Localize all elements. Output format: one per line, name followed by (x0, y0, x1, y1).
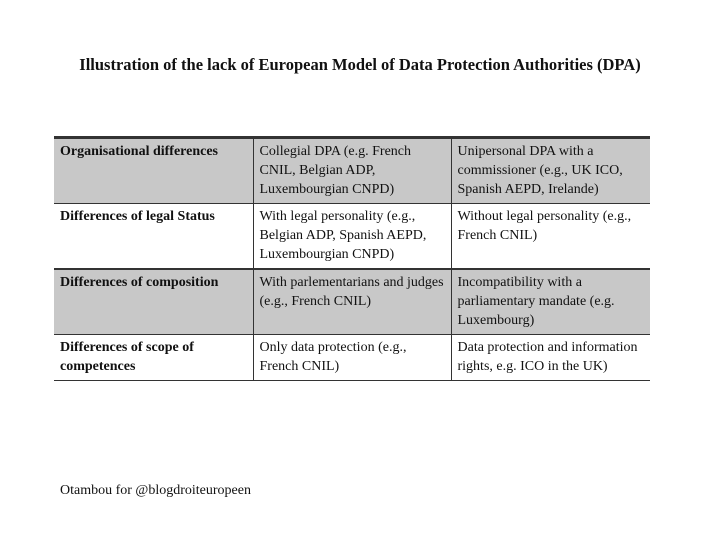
table-cell-right: Incompatibility with a parliamentary mandate (e.g. Luxembourg) (451, 269, 650, 335)
table-cell-left: Only data protection (e.g., French CNIL) (253, 335, 451, 381)
row-heading-cell: Differences of composition (54, 269, 253, 335)
row-heading-cell: Differences of scope of competences (60, 340, 194, 374)
table-cell-left: Collegial DPA (e.g. French CNIL, Belgian ADP, Luxembourgian CNPD) (253, 138, 451, 204)
table-cell-right: Data protection and information rights, e.g. ICO in the UK) (451, 335, 650, 381)
table-cell-right: Unipersonal DPA with a commissioner (e.g., UK ICO, Spanish AEPD, Irelande) (451, 138, 650, 204)
table-cell-left: With parlementarians and judges (e.g., French CNIL) (253, 269, 451, 335)
footer-credit: Otambou for @blogdroiteuropeen (60, 483, 251, 498)
table-cell-right: Without legal personality (e.g., French CNIL) (451, 204, 650, 270)
table-row-composition (54, 269, 650, 335)
document-title: Illustration of the lack of European Model of Data Protection Authorities (DPA) (79, 55, 641, 74)
dpa-comparison-table (54, 136, 650, 381)
row-heading-cell: Differences of legal Status (60, 209, 215, 224)
table-row-legal-status (54, 204, 650, 270)
row-heading-cell: Organisational differences (54, 138, 253, 204)
table-row-scope (54, 335, 650, 381)
table-cell-left: With legal personality (e.g., Belgian ADP, Spanish AEPD, Luxembourgian CNPD) (253, 204, 451, 270)
table-row-organisational (54, 138, 650, 204)
